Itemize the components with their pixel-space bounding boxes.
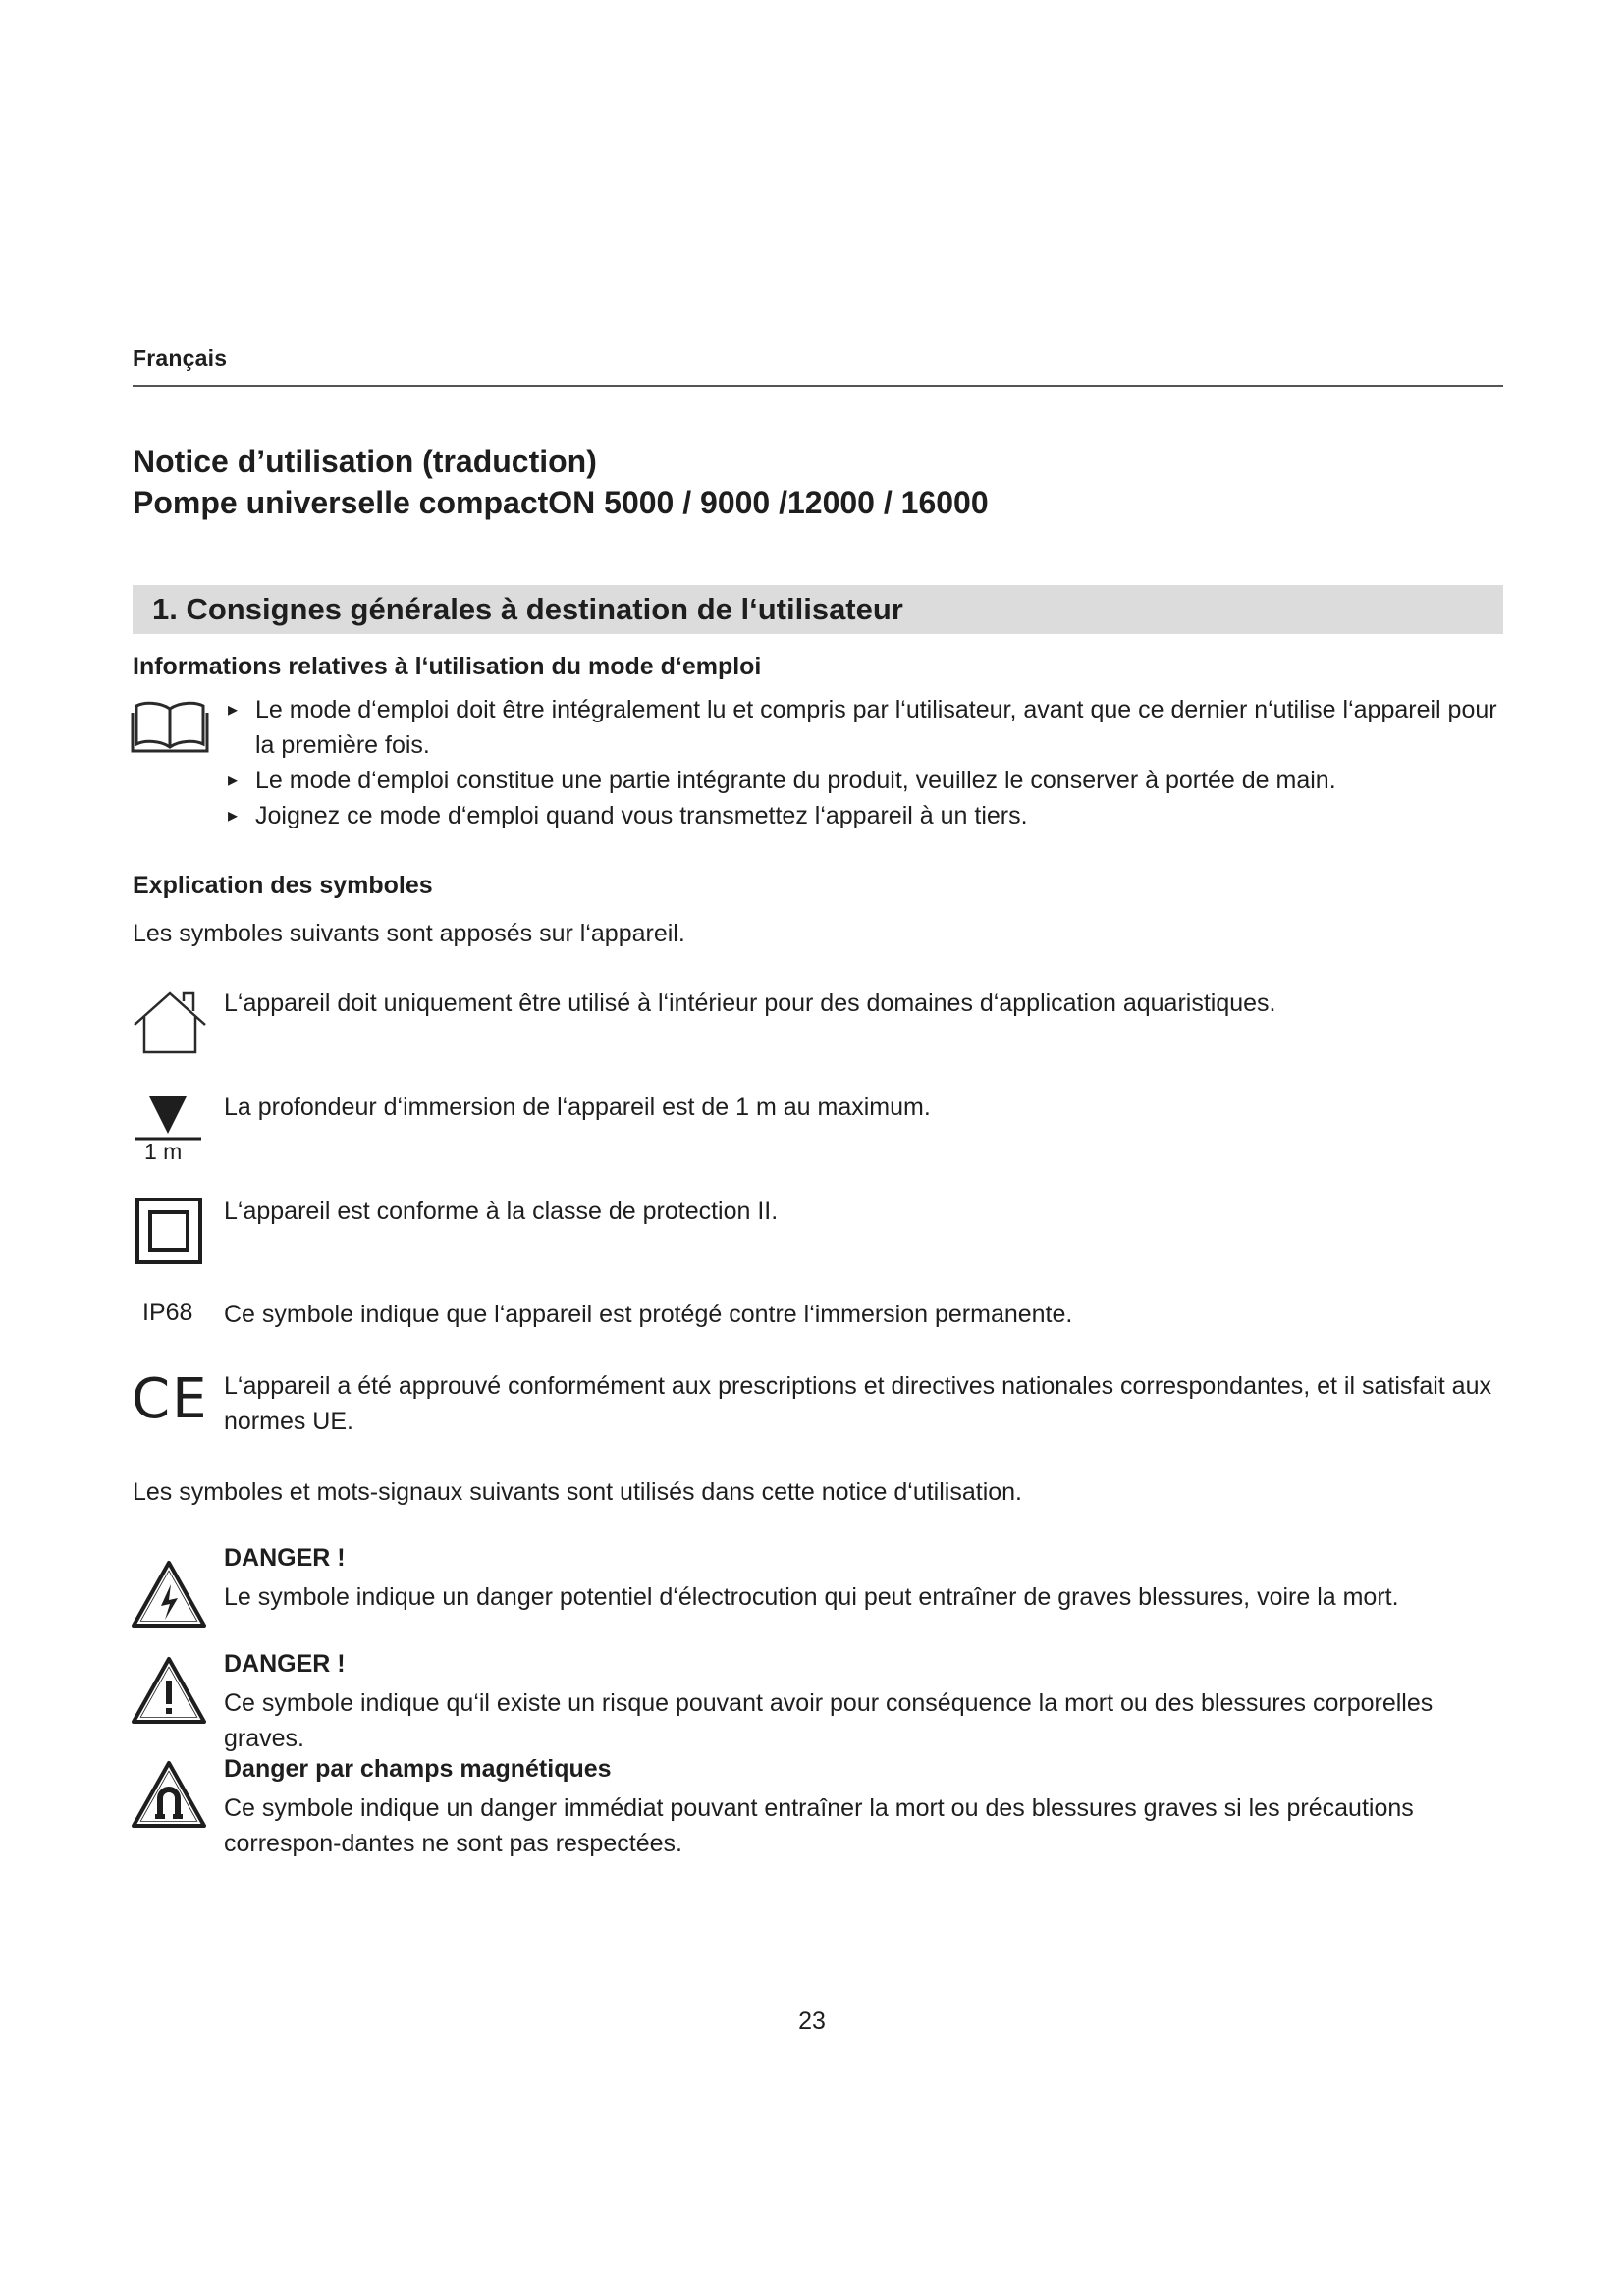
list-item: ▸ Joignez ce mode d‘emploi quand vous transmettez l‘appareil à un tiers. [226, 798, 1502, 833]
ce-mark-icon: CE [132, 1367, 209, 1431]
page-number: 23 [798, 2007, 826, 2035]
symbols-heading: Explication des symboles [133, 872, 433, 899]
ce-conformity-text: L‘appareil a été approuvé conformément aux prescriptions et directives nationales correspondantes, et il satisfait aux normes UE. [224, 1372, 1491, 1435]
manual-info-list [226, 692, 1502, 833]
language-label: Français [133, 346, 228, 371]
list-item: ▸ Le mode d‘emploi constitue une partie intégrante du produit, veuillez le conserver à portée de main. [226, 763, 1502, 798]
immersion-depth-text: La profondeur d‘immersion de l‘appareil est de 1 m au maximum. [224, 1094, 931, 1121]
indoor-house-icon [131, 988, 209, 1061]
general-warning-icon [130, 1655, 208, 1731]
magnetic-danger-title: Danger par champs magnétiques [224, 1755, 612, 1783]
list-item: ▸ Le mode d‘emploi doit être intégralement lu et compris par l‘utilisateur, avant que ce dernier n‘utilise l‘appareil pour la première fois. [226, 692, 1502, 763]
section-heading: 1. Consignes générales à destination de l‘utilisateur [152, 592, 903, 626]
manual-info-heading: Informations relatives à l‘utilisation du mode d‘emploi [133, 653, 762, 680]
protection-class-text: L‘appareil est conforme à la classe de protection II. [224, 1198, 779, 1225]
open-book-icon [131, 697, 209, 761]
ip68-text: Ce symbole indique que l‘appareil est protégé contre l‘immersion permanente. [224, 1301, 1073, 1328]
magnetic-danger-text: Ce symbole indique un danger immédiat pouvant entraîner la mort ou des blessures graves si les précautions correspon-dantes ne sont pas respectées. [224, 1794, 1414, 1857]
title-line-1: Notice d’utilisation (traduction) [133, 444, 597, 479]
document-title [133, 441, 989, 523]
signal-words-intro: Les symboles et mots-signaux suivants sont utilisés dans cette notice d‘utilisation. [133, 1478, 1023, 1506]
general-danger-title: DANGER ! [224, 1650, 346, 1678]
ip68-label: IP68 [142, 1299, 193, 1326]
magnetic-field-warning-icon [130, 1759, 208, 1835]
general-danger-text: Ce symbole indique qu‘il existe un risque pouvant avoir pour conséquence la mort ou des blessures corporelles graves. [224, 1689, 1434, 1752]
electric-danger-text: Le symbole indique un danger potentiel d‘électrocution qui peut entraîner de graves blessures, voire la mort. [224, 1583, 1399, 1611]
electric-danger-title: DANGER ! [224, 1544, 346, 1572]
header-divider [133, 385, 1503, 387]
indoor-use-text: L‘appareil doit uniquement être utilisé à l‘intérieur pour des domaines d‘application aquaristiques. [224, 989, 1276, 1017]
symbols-intro: Les symboles suivants sont apposés sur l‘appareil. [133, 920, 685, 947]
title-line-2: Pompe universelle compactON 5000 / 9000 /12000 / 16000 [133, 485, 989, 520]
depth-label: 1 m [144, 1139, 183, 1164]
protection-class-2-icon [135, 1198, 204, 1271]
electric-hazard-warning-icon [130, 1559, 208, 1634]
